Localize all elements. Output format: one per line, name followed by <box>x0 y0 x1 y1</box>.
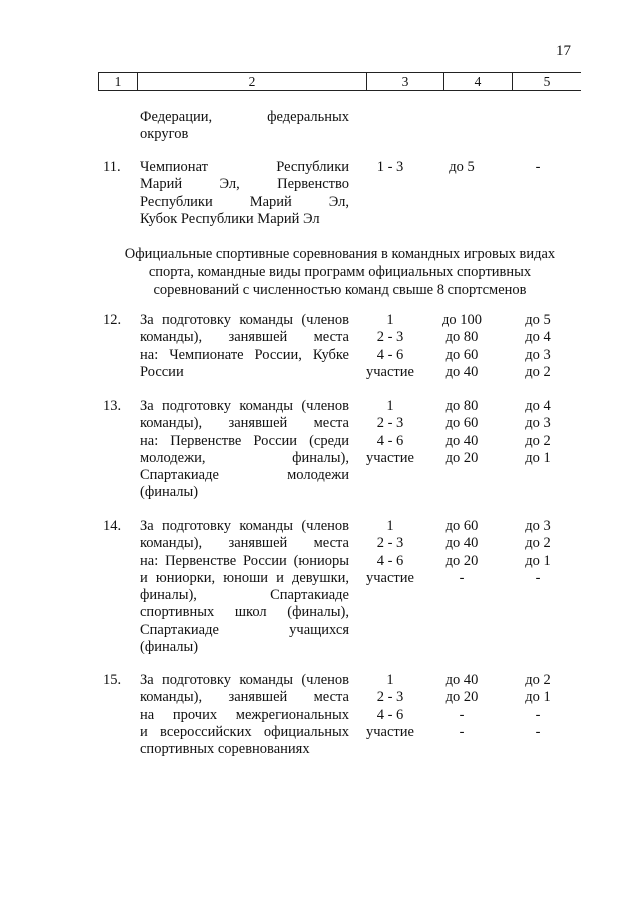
desc-line: команды), занявшей места <box>140 329 349 346</box>
col4-cell <box>430 518 494 587</box>
cell-value: 1 <box>386 398 394 414</box>
header-col-5: 5 <box>543 74 551 89</box>
cell-value: - <box>535 569 541 586</box>
cell-value: до 80 <box>445 398 479 414</box>
col5-cell <box>506 672 570 741</box>
desc-line: на: Первенстве России (среди <box>140 432 349 449</box>
desc-line: (финалы) <box>140 484 199 501</box>
cell-value: - <box>535 706 541 723</box>
cell-value: - <box>535 159 541 175</box>
cell-value: - <box>459 706 465 723</box>
cell-value: до 20 <box>445 689 479 706</box>
cell-value: участие <box>366 363 414 380</box>
section-title-line: соревнований с численностью команд свыше 8 спортсменов <box>153 282 527 298</box>
header-col-2: 2 <box>138 73 367 90</box>
places-cell <box>355 159 425 176</box>
cell-value: до 5 <box>449 159 475 175</box>
places-cell <box>355 518 425 587</box>
table-header <box>98 72 581 91</box>
header-col-4: 4 <box>444 73 513 90</box>
cell-value: до 100 <box>441 312 482 328</box>
row-desc <box>140 312 349 381</box>
desc-line: на: Первенстве России (юниоры <box>140 552 349 569</box>
cell-value: 2 - 3 <box>376 535 404 552</box>
row-desc <box>140 159 349 228</box>
desc-line: Чемпионат Республики <box>140 159 349 175</box>
cell-value: 1 <box>386 518 394 534</box>
desc-line: За подготовку команды (членов <box>140 312 349 328</box>
section-title-line: спорта, командные виды программ официальных спортивных <box>148 264 532 280</box>
cell-value: до 2 <box>525 363 551 380</box>
places-cell <box>355 312 425 381</box>
page-number: 17 <box>556 43 571 59</box>
cell-value: 4 - 6 <box>376 432 404 449</box>
cell-value: до 2 <box>525 535 551 552</box>
desc-line: За подготовку команды (членов <box>140 672 349 688</box>
desc-line: молодежи, финалы), <box>140 449 349 466</box>
cell-value: до 1 <box>525 552 551 569</box>
desc-line: на: Чемпионате России, Кубке <box>140 346 349 363</box>
desc-line: финалы), Спартакиаде <box>140 587 349 604</box>
cell-value: до 20 <box>445 552 479 569</box>
cell-value: до 3 <box>525 415 551 432</box>
cell-value: - <box>535 723 541 740</box>
cell-value: до 60 <box>445 518 479 534</box>
row-desc <box>140 398 349 502</box>
col4-cell <box>430 312 494 381</box>
cell-value: до 60 <box>445 415 479 432</box>
cell-value: 4 - 6 <box>376 346 404 363</box>
row-number: 12. <box>103 312 122 328</box>
desc-line: спортивных школ (финалы), <box>140 604 349 621</box>
desc-line: Федерации, федеральных <box>140 109 349 125</box>
desc-line: команды), занявшей места <box>140 535 349 552</box>
header-col-3: 3 <box>367 73 444 90</box>
cell-value: до 40 <box>445 363 479 380</box>
cell-value: до 3 <box>525 346 551 363</box>
cell-value: до 1 <box>525 449 551 466</box>
cell-value: до 20 <box>445 449 479 466</box>
desc-line: спортивных соревнованиях <box>140 741 310 758</box>
desc-line: и юниорки, юноши и девушки, <box>140 569 349 586</box>
cell-value: до 40 <box>445 535 479 552</box>
cell-value: 2 - 3 <box>376 689 404 706</box>
desc-line: команды), занявшей места <box>140 415 349 432</box>
desc-line: округов <box>140 126 189 143</box>
cell-value: 1 - 3 <box>376 159 404 175</box>
cell-value: до 2 <box>525 432 551 449</box>
col5-cell <box>506 159 570 176</box>
places-cell <box>355 398 425 467</box>
row-number: 14. <box>103 518 122 534</box>
col4-cell <box>430 159 494 176</box>
cell-value: 1 <box>386 312 394 328</box>
cell-value: до 1 <box>525 689 551 706</box>
header-col-1: 1 <box>98 73 138 90</box>
row-desc <box>140 672 349 758</box>
col5-cell <box>506 312 570 381</box>
cell-value: до 40 <box>445 672 479 688</box>
cell-value: 1 <box>386 672 394 688</box>
cell-value: до 4 <box>525 329 551 346</box>
col5-cell <box>506 518 570 587</box>
desc-line: Марий Эл, Первенство <box>140 176 349 193</box>
col5-cell <box>506 398 570 467</box>
section-title-line: Официальные спортивные соревнования в командных игровых видах <box>124 246 556 262</box>
section-title <box>100 245 580 299</box>
cell-value: участие <box>366 723 414 740</box>
cell-value: 2 - 3 <box>376 415 404 432</box>
row-number: 13. <box>103 398 122 414</box>
col4-cell <box>430 672 494 741</box>
desc-line: России <box>140 363 184 380</box>
desc-line: Кубок Республики Марий Эл <box>140 210 320 227</box>
cell-value: - <box>459 723 465 740</box>
desc-line: (финалы) <box>140 639 199 656</box>
row-desc <box>140 518 349 656</box>
desc-line: на прочих межрегиональных <box>140 706 349 723</box>
desc-line: Спартакиаде молодежи <box>140 467 349 484</box>
cell-value: до 2 <box>525 672 551 688</box>
row-continuation-desc <box>140 109 349 144</box>
row-number: 15. <box>103 672 122 688</box>
desc-line: За подготовку команды (членов <box>140 398 349 414</box>
desc-line: Республики Марий Эл, <box>140 193 349 210</box>
cell-value: до 5 <box>525 312 551 328</box>
cell-value: до 3 <box>525 518 551 534</box>
desc-line: и всероссийских официальных <box>140 723 349 740</box>
cell-value: участие <box>366 569 414 586</box>
cell-value: 4 - 6 <box>376 706 404 723</box>
col4-cell <box>430 398 494 467</box>
desc-line: За подготовку команды (членов <box>140 518 349 534</box>
cell-value: до 60 <box>445 346 479 363</box>
cell-value: до 40 <box>445 432 479 449</box>
cell-value: до 4 <box>525 398 551 414</box>
cell-value: 4 - 6 <box>376 552 404 569</box>
cell-value: участие <box>366 449 414 466</box>
row-number: 11. <box>103 159 121 175</box>
desc-line: команды), занявшей места <box>140 689 349 706</box>
places-cell <box>355 672 425 741</box>
cell-value: - <box>459 569 465 586</box>
cell-value: до 80 <box>445 329 479 346</box>
desc-line: Спартакиаде учащихся <box>140 621 349 638</box>
cell-value: 2 - 3 <box>376 329 404 346</box>
